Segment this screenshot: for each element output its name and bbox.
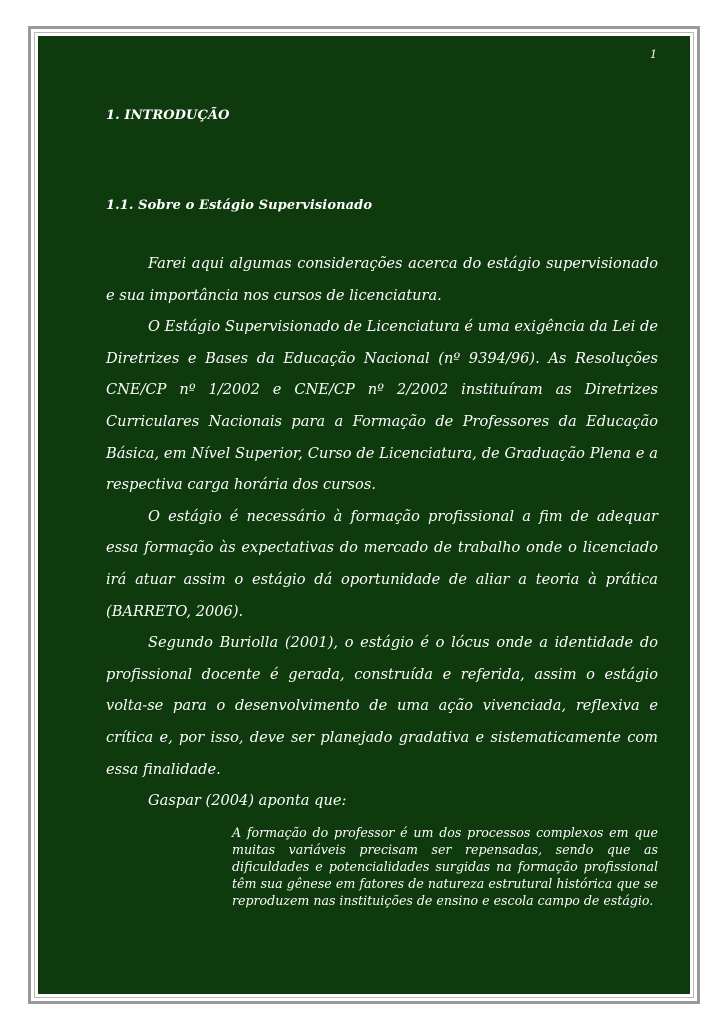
page-panel: [38, 36, 690, 994]
paragraph: Gaspar (2004) aponta que:: [148, 792, 347, 810]
paragraph: O estágio é necessário à formação profissional a fim de adequar essa formação às expectativas do mercado de trabalho onde o licenciado irá atuar assim o estágio dá oportunidade de aliar a teoria à prática (BARRETO, 2006).: [106, 507, 658, 620]
paragraph: O Estágio Supervisionado de Licenciatura é uma exigência da Lei de Diretrizes e Bases da Educação Nacional (nº 9394/96). As Resoluções CNE/CP nº 1/2002 e CNE/CP nº 2/2002 instituíram as Diretrizes Curriculares Nacionais para a Formação de Professores da Educação Básica, em Nível Superior, Curso de Licenciatura, de Graduação Plena e a respectiva carga horária dos cursos.: [106, 318, 658, 494]
paragraph: Farei aqui algumas considerações acerca do estágio supervisionado e sua importância nos cursos de licenciatura.: [106, 255, 658, 304]
subsection-heading: 1.1. Sobre o Estágio Supervisionado: [106, 198, 373, 213]
block-quote: A formação do professor é um dos processos complexos em que muitas variáveis precisam ser repensadas, sendo que as dificuldades e potencialidades surgidas na formação profissional têm sua gênese em fatores de natureza estrutural histórica que se reproduzem nas instituições de ensino e escola campo de estágio.: [232, 825, 658, 908]
paragraph: Segundo Buriolla (2001), o estágio é o lócus onde a identidade do profissional docente é gerada, construída e referida, assim o estágio volta-se para o desenvolvimento de uma ação vivenciada, reflexiva e crítica e, por isso, deve ser planejado gradativa e sistematicamente com essa finalidade.: [106, 634, 658, 778]
section-heading: 1. INTRODUÇÃO: [106, 108, 230, 123]
body-text: [106, 248, 658, 817]
page-number: 1: [650, 48, 657, 61]
